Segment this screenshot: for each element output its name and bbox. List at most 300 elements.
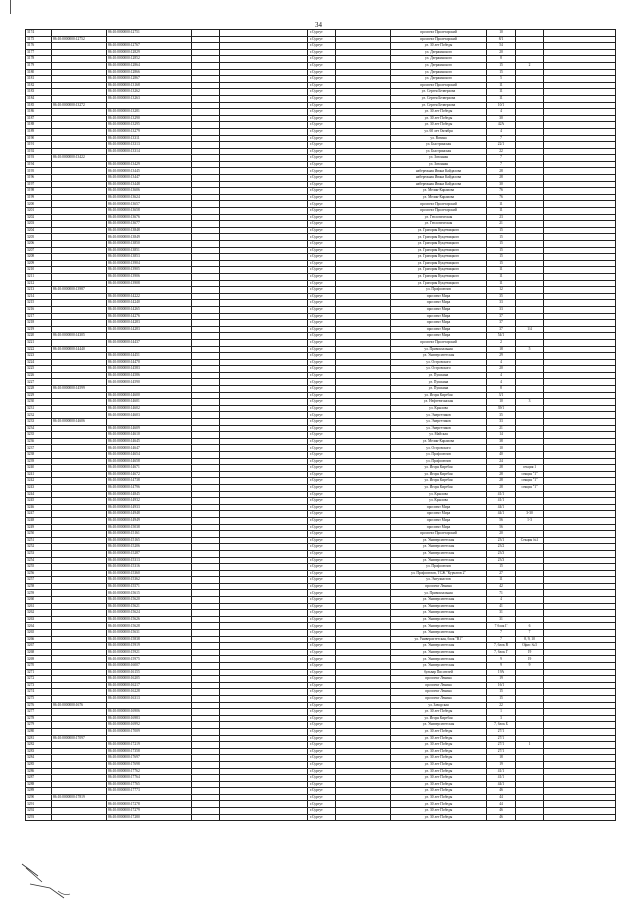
table-cell: 3206 xyxy=(26,241,52,248)
table-cell: 86:10:0000000:15624 xyxy=(107,610,192,617)
table-cell xyxy=(516,234,544,241)
table-cell xyxy=(220,695,308,702)
table-cell: г.Сургут xyxy=(308,175,336,182)
table-cell: г.Сургут xyxy=(308,814,336,821)
table-cell xyxy=(336,201,391,208)
table-cell: 86:10:0000000:16007 xyxy=(107,663,192,670)
table-cell: 5 xyxy=(516,346,544,353)
table-cell xyxy=(544,148,616,155)
table-cell: ул. 30 лет Победы xyxy=(391,761,487,768)
table-cell xyxy=(192,102,220,109)
table-row xyxy=(26,405,616,412)
table-cell: г.Сургут xyxy=(308,695,336,702)
table-cell xyxy=(192,471,220,478)
table-cell: 7 xyxy=(487,630,516,637)
table-cell: 86:10:0000000:13279 xyxy=(107,128,192,135)
table-cell xyxy=(52,656,107,663)
table-cell: г.Сургут xyxy=(308,425,336,432)
table-cell xyxy=(336,260,391,267)
table-cell: 86:10:0000000:12829 xyxy=(107,49,192,56)
table-cell xyxy=(336,188,391,195)
table-cell xyxy=(516,524,544,531)
table-cell xyxy=(336,702,391,709)
table-cell xyxy=(220,161,308,168)
table-cell: 86:10:0000000:12867 xyxy=(107,76,192,83)
table-cell: г.Сургут xyxy=(308,405,336,412)
table-cell xyxy=(52,623,107,630)
table-cell: 3263 xyxy=(26,616,52,623)
table-row xyxy=(26,577,616,584)
table-cell xyxy=(544,590,616,597)
table-cell xyxy=(52,320,107,327)
table-cell: г.Сургут xyxy=(308,76,336,83)
table-cell xyxy=(544,254,616,261)
table-cell xyxy=(52,326,107,333)
table-cell: 3224 xyxy=(26,359,52,366)
table-cell: г.Сургут xyxy=(308,709,336,716)
table-cell: 3-30 xyxy=(516,511,544,518)
table-cell xyxy=(192,531,220,538)
table-cell xyxy=(220,353,308,360)
table-cell: 3 xyxy=(516,399,544,406)
table-cell xyxy=(52,630,107,637)
table-cell: ул. Профсоюзов xyxy=(391,287,487,294)
table-cell xyxy=(336,517,391,524)
table-cell xyxy=(107,102,192,109)
table-cell: ул. Островского xyxy=(391,359,487,366)
table-cell xyxy=(192,583,220,590)
table-cell: 46 xyxy=(487,814,516,821)
table-cell: г.Сургут xyxy=(308,452,336,459)
table-row xyxy=(26,56,616,63)
table-cell: 86:10:0000000:13848 xyxy=(107,227,192,234)
table-cell xyxy=(52,564,107,571)
table-row xyxy=(26,372,616,379)
table-cell xyxy=(336,452,391,459)
table-cell xyxy=(544,102,616,109)
table-cell: 3194 xyxy=(26,161,52,168)
table-cell: 86:10:0000000:16906 xyxy=(107,709,192,716)
table-row xyxy=(26,188,616,195)
table-cell xyxy=(516,676,544,683)
table-cell xyxy=(516,115,544,122)
table-cell xyxy=(52,76,107,83)
table-cell: 20 xyxy=(487,49,516,56)
table-cell: 86:10:0000000:15206 xyxy=(107,544,192,551)
table-cell xyxy=(220,781,308,788)
table-cell xyxy=(336,709,391,716)
table-cell: 3269 xyxy=(26,656,52,663)
table-cell: 21 xyxy=(487,221,516,228)
table-cell xyxy=(336,484,391,491)
table-cell: 33 xyxy=(487,300,516,307)
table-cell: 3275 xyxy=(26,695,52,702)
table-row xyxy=(26,610,616,617)
table-cell: 3186 xyxy=(26,109,52,116)
table-cell: 3210 xyxy=(26,267,52,274)
table-row xyxy=(26,208,616,215)
table-cell: 3288 xyxy=(26,781,52,788)
table-cell xyxy=(192,30,220,37)
table-cell: ул. Заводская xyxy=(391,702,487,709)
table-row xyxy=(26,775,616,782)
table-row xyxy=(26,399,616,406)
table-cell xyxy=(336,814,391,821)
table-cell xyxy=(192,709,220,716)
table-cell: 23/3 xyxy=(487,550,516,557)
table-cell xyxy=(336,102,391,109)
table-cell xyxy=(544,313,616,320)
table-cell xyxy=(544,715,616,722)
table-cell: 27/1 xyxy=(487,742,516,749)
table-cell xyxy=(336,564,391,571)
table-cell: секция "1" xyxy=(516,478,544,485)
table-cell xyxy=(544,491,616,498)
table-cell: 9 xyxy=(516,663,544,670)
table-cell xyxy=(220,748,308,755)
table-cell xyxy=(336,669,391,676)
table-cell xyxy=(336,471,391,478)
table-cell xyxy=(220,544,308,551)
table-cell: ул. Университетская xyxy=(391,597,487,604)
table-cell: 8 xyxy=(487,56,516,63)
table-cell xyxy=(544,372,616,379)
table-row xyxy=(26,465,616,472)
table-cell: 86:10:0000000:13445 xyxy=(107,168,192,175)
table-cell xyxy=(52,254,107,261)
table-cell: г.Сургут xyxy=(308,669,336,676)
table-cell: 11 xyxy=(487,82,516,89)
table-cell: 3216 xyxy=(26,306,52,313)
table-cell: 3285 xyxy=(26,761,52,768)
table-cell: ул. Университетская xyxy=(391,550,487,557)
table-cell xyxy=(544,366,616,373)
table-cell xyxy=(192,36,220,43)
table-row xyxy=(26,544,616,551)
table-cell: 3181 xyxy=(26,76,52,83)
table-cell xyxy=(192,801,220,808)
table-cell: 1/4 xyxy=(516,326,544,333)
table-cell: г.Сургут xyxy=(308,326,336,333)
table-cell xyxy=(192,339,220,346)
table-cell: 8 xyxy=(487,386,516,393)
table-cell: г.Сургут xyxy=(308,597,336,604)
table-cell xyxy=(52,722,107,729)
table-cell: 2 xyxy=(516,62,544,69)
table-cell xyxy=(516,181,544,188)
table-cell: г.Сургут xyxy=(308,702,336,709)
table-cell: 3175 xyxy=(26,36,52,43)
table-cell: 41/1 xyxy=(487,498,516,505)
table-cell: 86:10:0000000:14610 xyxy=(107,432,192,439)
table-cell xyxy=(192,399,220,406)
table-row xyxy=(26,478,616,485)
table-cell xyxy=(192,280,220,287)
table-cell: 41/1 xyxy=(487,775,516,782)
table-cell: 44/1 xyxy=(487,504,516,511)
table-cell: 3226 xyxy=(26,372,52,379)
table-cell: ул. Григория Кукуевицкого xyxy=(391,260,487,267)
table-cell xyxy=(336,247,391,254)
table-cell: ул. 30 лет Победы xyxy=(391,728,487,735)
table-cell: 3230 xyxy=(26,399,52,406)
table-row xyxy=(26,695,616,702)
table-cell xyxy=(192,366,220,373)
table-cell xyxy=(544,788,616,795)
table-cell xyxy=(192,498,220,505)
table-cell xyxy=(220,115,308,122)
table-cell: 15 xyxy=(487,260,516,267)
table-cell: ул. Университетская xyxy=(391,610,487,617)
table-cell: 86:10:0000000:13676 xyxy=(107,214,192,221)
table-cell: 38 xyxy=(487,438,516,445)
table-cell: 3177 xyxy=(26,49,52,56)
table-cell xyxy=(192,95,220,102)
table-cell xyxy=(516,82,544,89)
table-cell xyxy=(52,748,107,755)
table-row xyxy=(26,306,616,313)
table-cell: г.Сургут xyxy=(308,471,336,478)
table-cell xyxy=(544,768,616,775)
table-cell: 20 xyxy=(487,531,516,538)
table-cell: 86:10:0000000:14470 xyxy=(107,359,192,366)
table-cell xyxy=(336,537,391,544)
table-cell xyxy=(52,372,107,379)
table-cell: 3236 xyxy=(26,438,52,445)
table-cell xyxy=(192,788,220,795)
table-cell: ул. 30 лет Победы xyxy=(391,814,487,821)
table-cell: 37 xyxy=(487,326,516,333)
table-cell xyxy=(336,432,391,439)
table-cell xyxy=(220,412,308,419)
table-cell xyxy=(52,755,107,762)
table-cell xyxy=(516,775,544,782)
table-cell xyxy=(52,484,107,491)
register-table xyxy=(25,29,616,821)
table-row xyxy=(26,564,616,571)
table-row xyxy=(26,491,616,498)
table-row xyxy=(26,663,616,670)
table-cell xyxy=(544,808,616,815)
table-cell: г.Сургут xyxy=(308,366,336,373)
table-cell xyxy=(220,419,308,426)
table-cell: 22 xyxy=(487,148,516,155)
table-cell xyxy=(192,287,220,294)
table-cell: 28 xyxy=(487,465,516,472)
table-cell xyxy=(52,56,107,63)
table-cell xyxy=(52,814,107,821)
table-cell xyxy=(336,234,391,241)
table-cell xyxy=(516,306,544,313)
table-cell xyxy=(52,498,107,505)
table-cell: проспект Мира xyxy=(391,313,487,320)
table-cell xyxy=(336,49,391,56)
table-cell xyxy=(52,663,107,670)
table-cell xyxy=(336,300,391,307)
table-cell: 9 xyxy=(487,656,516,663)
table-cell xyxy=(516,30,544,37)
table-cell xyxy=(336,603,391,610)
table-cell xyxy=(336,326,391,333)
table-cell xyxy=(336,808,391,815)
table-cell: 15 xyxy=(487,564,516,571)
table-cell: проспект Пролетарский xyxy=(391,30,487,37)
table-cell: 3286 xyxy=(26,768,52,775)
table-cell xyxy=(220,742,308,749)
table-cell xyxy=(516,709,544,716)
table-cell xyxy=(220,656,308,663)
table-cell: 86:10:0000000:15038 xyxy=(107,524,192,531)
table-cell xyxy=(220,636,308,643)
table-cell xyxy=(107,155,192,162)
table-cell xyxy=(52,293,107,300)
table-cell xyxy=(52,181,107,188)
table-cell: 3276 xyxy=(26,702,52,709)
table-cell xyxy=(336,95,391,102)
table-row xyxy=(26,643,616,650)
table-cell xyxy=(516,155,544,162)
table-cell xyxy=(544,326,616,333)
table-row xyxy=(26,359,616,366)
table-cell xyxy=(516,122,544,129)
table-cell xyxy=(192,458,220,465)
table-row xyxy=(26,616,616,623)
table-cell xyxy=(336,570,391,577)
table-cell xyxy=(220,702,308,709)
table-cell: 3207 xyxy=(26,247,52,254)
table-cell xyxy=(516,254,544,261)
table-cell xyxy=(220,669,308,676)
table-cell: 86:10:0000000:17280 xyxy=(107,814,192,821)
table-cell xyxy=(336,320,391,327)
table-cell: г.Сургут xyxy=(308,333,336,340)
table-cell: 86:10:0000000:13606 xyxy=(107,188,192,195)
table-cell xyxy=(192,320,220,327)
table-cell xyxy=(544,709,616,716)
table-cell xyxy=(107,287,192,294)
table-cell: ул. Григория Кукуевицкого xyxy=(391,227,487,234)
table-cell xyxy=(544,656,616,663)
table-cell xyxy=(192,768,220,775)
table-cell: секция "1" xyxy=(516,484,544,491)
table-cell: г.Сургут xyxy=(308,794,336,801)
table-row xyxy=(26,221,616,228)
table-cell: 20 xyxy=(487,366,516,373)
table-cell xyxy=(336,135,391,142)
table-cell xyxy=(192,630,220,637)
table-cell: проспект Пролетарский xyxy=(391,208,487,215)
table-cell xyxy=(220,524,308,531)
table-cell: г.Сургут xyxy=(308,623,336,630)
table-row xyxy=(26,788,616,795)
table-cell: г.Сургут xyxy=(308,656,336,663)
table-cell: 86:10:0000000:15313 xyxy=(107,557,192,564)
table-row xyxy=(26,43,616,50)
table-cell: г.Сургут xyxy=(308,808,336,815)
table-cell xyxy=(336,801,391,808)
table-cell xyxy=(192,386,220,393)
table-cell xyxy=(544,43,616,50)
table-cell: ул. Дзержинского xyxy=(391,49,487,56)
table-cell: 3203 xyxy=(26,221,52,228)
table-cell: 3176 xyxy=(26,43,52,50)
table-cell: ул. Энтузиастов xyxy=(391,577,487,584)
page-number: 34 xyxy=(315,21,322,29)
table-cell: г.Сургут xyxy=(308,689,336,696)
table-cell xyxy=(107,333,192,340)
table-cell: 15 xyxy=(487,62,516,69)
table-cell xyxy=(336,419,391,426)
table-cell xyxy=(544,386,616,393)
table-row xyxy=(26,161,616,168)
table-cell xyxy=(192,465,220,472)
table-row xyxy=(26,234,616,241)
table-cell: г.Сургут xyxy=(308,412,336,419)
table-cell xyxy=(516,208,544,215)
table-cell: 3239 xyxy=(26,458,52,465)
table-cell: ул. Игоря Киртбая xyxy=(391,465,487,472)
table-cell xyxy=(192,161,220,168)
table-cell: 3191 xyxy=(26,142,52,149)
table-cell xyxy=(336,445,391,452)
table-cell xyxy=(52,148,107,155)
table-cell xyxy=(220,148,308,155)
table-cell xyxy=(52,590,107,597)
table-cell: 28 xyxy=(487,168,516,175)
table-cell: 3279 xyxy=(26,722,52,729)
table-cell: 16/1 xyxy=(487,682,516,689)
table-cell: 3280 xyxy=(26,728,52,735)
table-cell: 37 xyxy=(487,313,516,320)
table-cell xyxy=(220,761,308,768)
table-cell xyxy=(192,452,220,459)
table-cell xyxy=(220,181,308,188)
table-cell: 3228 xyxy=(26,386,52,393)
table-row xyxy=(26,603,616,610)
table-cell: 3283 xyxy=(26,748,52,755)
table-cell xyxy=(220,122,308,129)
table-cell: 86:10:0000000:15919 xyxy=(107,643,192,650)
table-cell: 7, блок В xyxy=(487,643,516,650)
table-cell: 3213 xyxy=(26,287,52,294)
table-cell: 3225 xyxy=(26,366,52,373)
table-cell xyxy=(516,221,544,228)
table-cell xyxy=(220,597,308,604)
table-cell: г.Сургут xyxy=(308,346,336,353)
table-cell xyxy=(52,273,107,280)
table-cell: г.Сургут xyxy=(308,722,336,729)
table-cell: ул. Григория Кукуевицкого xyxy=(391,273,487,280)
table-cell: проспект Ленина xyxy=(391,583,487,590)
table-row xyxy=(26,781,616,788)
table-cell: 28 xyxy=(487,175,516,182)
table-cell: г.Сургут xyxy=(308,728,336,735)
table-row xyxy=(26,597,616,604)
table-cell: г.Сургут xyxy=(308,399,336,406)
table-cell: 15 xyxy=(487,227,516,234)
table-cell: 4 xyxy=(487,597,516,604)
table-cell: 3221 xyxy=(26,339,52,346)
table-cell: г.Сургут xyxy=(308,517,336,524)
table-cell: 86:10:0000000:14451 xyxy=(107,353,192,360)
table-cell xyxy=(516,392,544,399)
table-cell: г.Сургут xyxy=(308,715,336,722)
table-cell xyxy=(52,267,107,274)
table-cell xyxy=(544,36,616,43)
table-cell xyxy=(516,339,544,346)
table-cell xyxy=(52,689,107,696)
table-row xyxy=(26,676,616,683)
